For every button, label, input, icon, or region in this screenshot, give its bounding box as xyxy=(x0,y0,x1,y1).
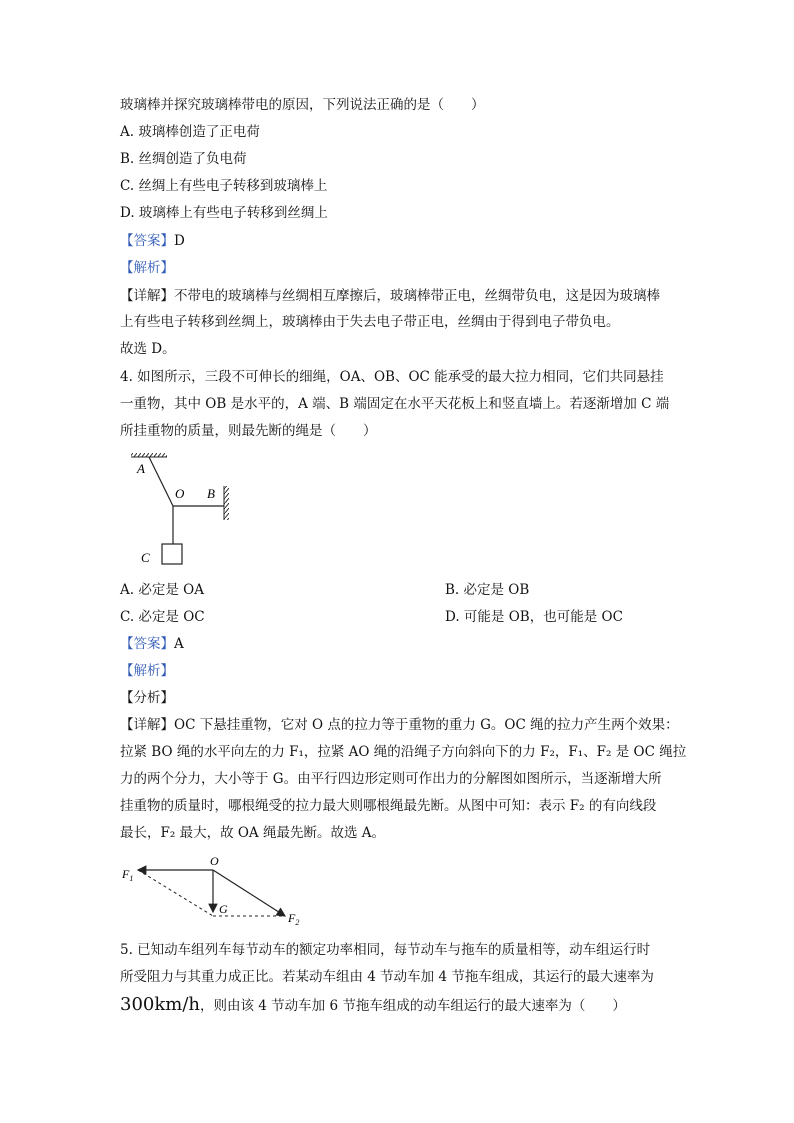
q4-stem-1: 4. 如图所示，三段不可伸长的细绳，OA、OB、OC 能承受的最大拉力相同，它们共同悬挂 xyxy=(120,369,664,385)
q3-answer-tag: 【答案】 xyxy=(120,233,174,249)
label-a: A xyxy=(137,461,145,476)
ceiling xyxy=(131,453,167,457)
q4-detail-5: 最长，F₂ 最大，故 OA 绳最先断。故选 A。 xyxy=(120,825,386,841)
label-b: B xyxy=(207,486,215,501)
q4-detail-1: 【详解】OC 下悬挂重物，它对 O 点的拉力等于重物的重力 G。OC 绳的拉力产生两个效果： xyxy=(120,717,679,733)
q3-answer: D xyxy=(174,233,185,249)
force-label-f2: $F_2$ xyxy=(288,911,300,927)
q3-option-a: A. 玻璃棒创造了正电荷 xyxy=(120,124,260,140)
q3-detail-1: 【详解】不带电的玻璃棒与丝绸相互摩擦后，玻璃棒带正电，丝绸带负电，这是因为玻璃棒 xyxy=(120,288,660,304)
weight-box xyxy=(162,544,182,564)
q4-stem-3: 所挂重物的质量，则最先断的绳是（ ） xyxy=(120,423,377,439)
q4-option-c: C. 必定是 OC xyxy=(120,609,205,625)
q4-stem-2: 一重物，其中 OB 是水平的，A 端、B 端固定在水平天花板上和竖直墙上。若逐渐增加 C 端 xyxy=(120,396,670,412)
q4-analysis-sub: 【分析】 xyxy=(120,690,174,706)
q5-line-3-rest: ，则由该 4 节动车加 6 节拖车组成的动车组运行的最大速率为（ ） xyxy=(200,998,626,1014)
q4-analysis-tag: 【解析】 xyxy=(120,663,174,679)
q3-detail-3: 故选 D。 xyxy=(120,341,176,357)
q5-speed: 300km/h xyxy=(120,994,200,1015)
q3-option-d: D. 玻璃棒上有些电子转移到丝绸上 xyxy=(120,205,328,221)
dash-1 xyxy=(138,870,213,916)
force-label-f1: $F_1$ xyxy=(122,867,134,883)
q4-detail-3: 力的两个分力，大小等于 G。由平行四边形定则可作出力的分解图如图所示，当逐渐增大所 xyxy=(120,771,662,787)
q4-option-b: B. 必定是 OB xyxy=(445,582,530,598)
force-label-g: G xyxy=(219,902,228,916)
q4-answer-tag: 【答案】 xyxy=(120,636,174,652)
q3-option-c: C. 丝绸上有些电子转移到玻璃棒上 xyxy=(120,178,328,194)
rope-oa xyxy=(149,457,173,506)
q4-answer: A xyxy=(174,636,184,652)
q5-line-2: 所受阻力与其重力成正比。若某动车组由 4 节动车加 4 节拖车组成，其运行的最大速率为 xyxy=(120,969,654,985)
force-label-o: O xyxy=(210,854,219,868)
rope-figure xyxy=(125,448,235,573)
q3-stem: 玻璃棒并探究玻璃棒带电的原因，下列说法正确的是（ ） xyxy=(120,97,485,113)
q5-line-1: 5. 已知动车组列车每节动车的额定功率相同，每节动车与拖车的质量相等，动车组运行时 xyxy=(120,942,651,958)
q4-answer-line xyxy=(120,634,184,654)
q5-line-3 xyxy=(120,995,626,1016)
q4-option-d: D. 可能是 OB，也可能是 OC xyxy=(445,609,623,625)
q4-detail-2: 拉紧 BO 绳的水平向左的力 F₁，拉紧 AO 绳的沿绳子方向斜向下的力 F₂，F₁、F₂ 是 OC 绳拉 xyxy=(120,744,687,760)
q4-option-a: A. 必定是 OA xyxy=(120,582,204,598)
q4-detail-4: 挂重物的质量时，哪根绳受的拉力最大则哪根绳最先断。从图中可知：表示 F₂ 的有向线段 xyxy=(120,798,657,814)
label-c: C xyxy=(141,550,150,565)
force-diagram xyxy=(118,850,308,930)
wall xyxy=(224,486,229,520)
label-o: O xyxy=(175,486,185,501)
q3-answer-line xyxy=(120,231,185,251)
q3-analysis-tag: 【解析】 xyxy=(120,260,174,276)
q3-option-b: B. 丝绸创造了负电荷 xyxy=(120,151,247,167)
q3-detail-2: 上有些电子转移到丝绸上，玻璃棒由于失去电子带正电，丝绸由于得到电子带负电。 xyxy=(120,314,620,330)
